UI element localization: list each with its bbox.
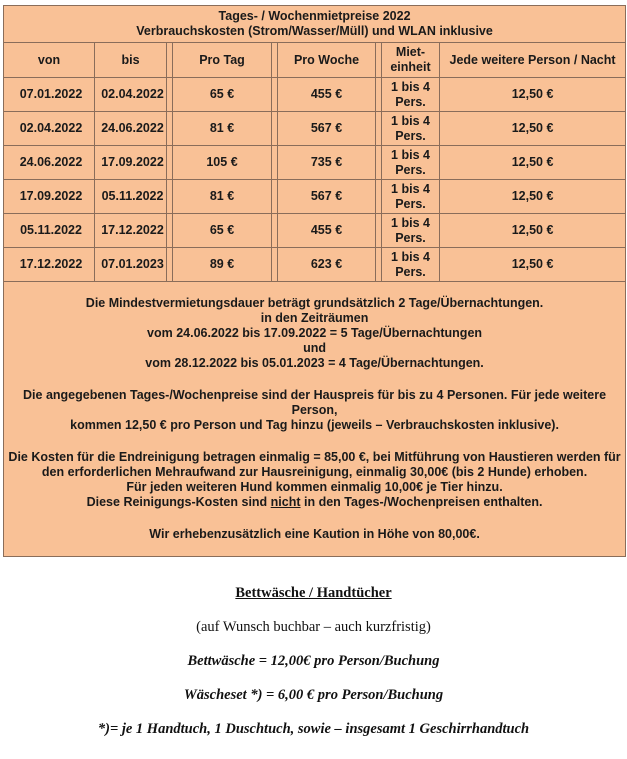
notes-block [4,282,626,557]
cell-pro-woche: 623 € [278,248,376,282]
note-min-5: vom 28.12.2022 bis 05.01.2023 = 4 Tage/Übernachtungen. [145,356,484,370]
cell-mieteinheit-line-2: Pers. [395,230,426,245]
cell-von: 24.06.2022 [4,146,95,180]
note-kaution: Wir erhebenzusätzlich eine Kaution in Höhe von 80,00€. [149,527,480,541]
header-weitere-person: Jede weitere Person / Nacht [440,43,626,78]
note-rein-3: Für jeden weiteren Hund kommen einmalig 10,00€ je Tier hinzu. [126,480,503,494]
cell-weitere-person: 12,50 € [440,112,626,146]
header-pro-tag: Pro Tag [173,43,272,78]
header-row [4,43,626,78]
cell-mieteinheit-line-2: Pers. [395,162,426,177]
note-haus-2: kommen 12,50 € pro Person und Tag hinzu (jeweils – Verbrauchskosten inklusive). [70,418,559,432]
bettwaesche-price: Bettwäsche = 12,00€ pro Person/Buchung [187,653,440,669]
waescheset-footnote: *)= je 1 Handtuch, 1 Duschtuch, sowie – insgesamt 1 Geschirrhandtuch [97,721,530,737]
price-sheet [3,5,625,557]
cell-mieteinheit-line-2: Pers. [395,196,426,211]
note-haus-1: Die angegebenen Tages-/Wochenpreise sind der Hauspreis für bis zu 4 Personen. Für jede weitere Person, [23,388,607,417]
cell-mieteinheit-line-1: 1 bis 4 [391,181,430,196]
cell-mieteinheit [382,112,440,146]
cell-weitere-person: 12,50 € [440,78,626,112]
cell-bis: 07.01.2023 [95,248,167,282]
cell-bis: 17.12.2022 [95,214,167,248]
spacer [8,371,621,388]
note-rein-1: Die Kosten für die Endreinigung betragen einmalig = 85,00 €, bei Mitführung von Haustieren werden für [8,450,621,464]
cell-pro-tag: 81 € [173,112,272,146]
note-rein-4-start: Diese Reinigungs-Kosten sind [86,495,271,509]
cell-mieteinheit-line-1: 1 bis 4 [391,113,430,128]
title-line-2: Verbrauchskosten (Strom/Wasser/Müll) und WLAN inklusive [136,24,493,38]
cell-von: 17.09.2022 [4,180,95,214]
cell-mieteinheit-line-1: 1 bis 4 [391,215,430,230]
cell-mieteinheit [382,214,440,248]
cell-bis: 24.06.2022 [95,112,167,146]
cell-pro-woche: 735 € [278,146,376,180]
cell-von: 17.12.2022 [4,248,95,282]
cell-mieteinheit [382,146,440,180]
header-von: von [4,43,95,78]
cell-pro-tag: 65 € [173,214,272,248]
spacer [8,510,621,527]
cell-mieteinheit-line-1: 1 bis 4 [391,147,430,162]
price-table [3,5,626,557]
cell-bis: 02.04.2022 [95,78,167,112]
header-pro-woche: Pro Woche [278,43,376,78]
header-mieteinheit [382,43,440,78]
cell-pro-woche: 455 € [278,78,376,112]
cell-pro-tag: 105 € [173,146,272,180]
note-min-4: und [303,341,326,355]
cell-mieteinheit-line-2: Pers. [395,264,426,279]
cell-weitere-person: 12,50 € [440,214,626,248]
title-line-1: Tages- / Wochenmietpreise 2022 [218,9,411,23]
price-row [4,146,626,180]
cell-von: 05.11.2022 [4,214,95,248]
cell-mieteinheit-line-2: Pers. [395,94,426,109]
note-rein-4-nicht: nicht [270,495,301,509]
note-min-3: vom 24.06.2022 bis 17.09.2022 = 5 Tage/Übernachtungen [147,326,483,340]
cell-pro-tag: 65 € [173,78,272,112]
price-row [4,180,626,214]
cell-weitere-person: 12,50 € [440,146,626,180]
cell-mieteinheit [382,180,440,214]
note-min-1: Die Mindestvermietungsdauer beträgt grundsätzlich 2 Tage/Übernachtungen. [85,296,544,310]
cell-von: 02.04.2022 [4,112,95,146]
cell-weitere-person: 12,50 € [440,180,626,214]
cell-pro-woche: 455 € [278,214,376,248]
note-min-2: in den Zeiträumen [260,311,369,325]
cell-bis: 05.11.2022 [95,180,167,214]
header-bis: bis [95,43,167,78]
cell-pro-tag: 81 € [173,180,272,214]
cell-mieteinheit-line-1: 1 bis 4 [391,249,430,264]
note-rein-4-end: in den Tages-/Wochenpreisen enthalten. [300,495,543,509]
note-rein-2: den erforderlichen Mehraufwand zur Hausreinigung, einmalig 30,00€ (bis 2 Hunde) erhoben. [41,465,588,479]
cell-bis: 17.09.2022 [95,146,167,180]
cell-mieteinheit-line-1: 1 bis 4 [391,79,430,94]
cell-pro-woche: 567 € [278,112,376,146]
extras-section [0,585,627,755]
price-row [4,248,626,282]
spacer [8,433,621,450]
extras-subtitle: (auf Wunsch buchbar – auch kurzfristig) [196,619,431,635]
note-rein-4 [8,495,621,510]
header-mieteinheit-line-2: einheit [390,60,431,74]
cell-von: 07.01.2022 [4,78,95,112]
cell-pro-woche: 567 € [278,180,376,214]
cell-mieteinheit [382,248,440,282]
cell-mieteinheit [382,78,440,112]
header-mieteinheit-line-1: Miet- [395,45,426,59]
cell-weitere-person: 12,50 € [440,248,626,282]
price-row [4,78,626,112]
cell-pro-tag: 89 € [173,248,272,282]
price-row [4,214,626,248]
cell-mieteinheit-line-2: Pers. [395,128,426,143]
price-row [4,112,626,146]
table-title [4,6,626,43]
waescheset-price: Wäscheset *) = 6,00 € pro Person/Buchung [183,687,444,703]
extras-heading: Bettwäsche / Handtücher [235,585,392,601]
price-rows [4,78,626,282]
